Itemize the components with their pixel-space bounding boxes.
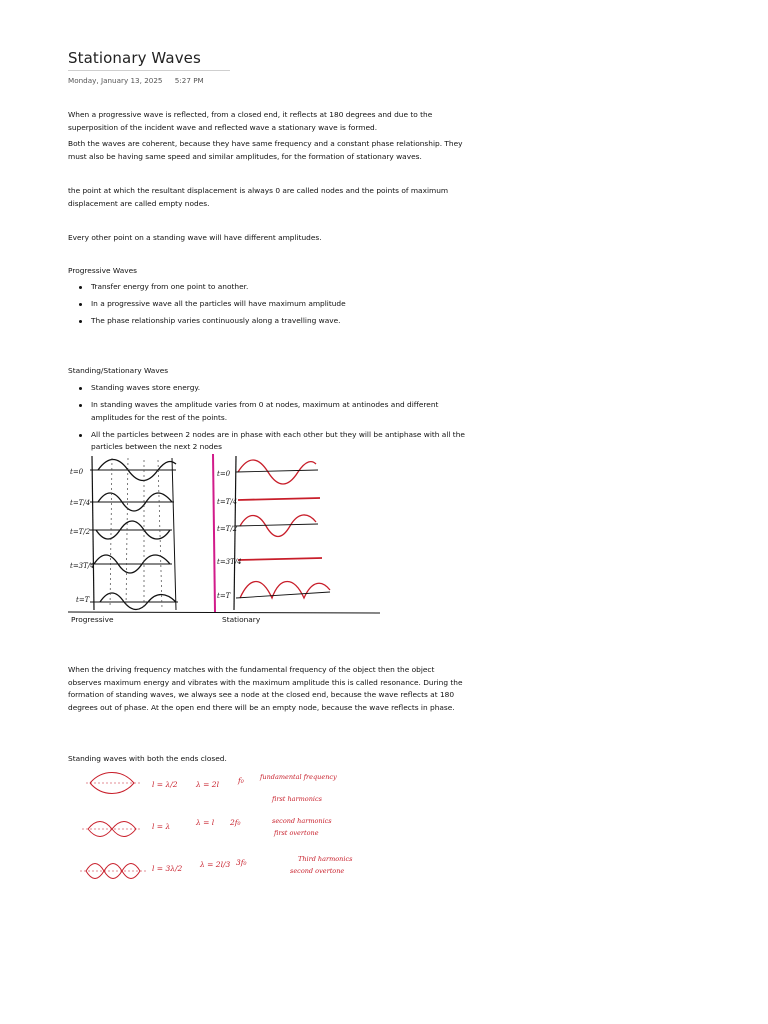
wave-sketch-figure <box>68 452 383 617</box>
wavelength-formula: λ = 2l <box>196 780 219 789</box>
page-title[interactable]: Stationary Waves <box>68 49 201 67</box>
list-item[interactable]: All the particles between 2 nodes are in phase with each other but they will be antiphase with all the particles between the next 2 nodes <box>68 429 473 454</box>
axis-line <box>236 470 318 472</box>
page-date: Monday, January 13, 2025 <box>68 76 163 85</box>
time-label: t=T <box>217 592 231 600</box>
stationary-wave-t4 <box>240 582 330 599</box>
harmonic-note: second harmonics <box>272 817 332 825</box>
list-item[interactable]: Standing waves store energy. <box>68 382 473 395</box>
harmonics-sketch <box>68 763 378 891</box>
length-formula: l = 3λ/2 <box>152 864 183 873</box>
length-formula: l = λ <box>152 822 171 831</box>
bullet-icon <box>79 387 82 390</box>
right-wall <box>172 458 176 610</box>
harmonic-note: first harmonics <box>272 795 322 803</box>
stationary-time-labels <box>217 470 242 600</box>
time-label: t=T/2 <box>217 525 238 533</box>
progressive-heading[interactable]: Progressive Waves <box>68 266 137 275</box>
time-label: t=3T/4 <box>70 562 95 570</box>
stationary-wall <box>234 456 236 610</box>
closed-ends-heading[interactable]: Standing waves with both the ends closed. <box>68 754 227 763</box>
time-label: t=T/4 <box>217 498 238 506</box>
figure-baseline <box>68 612 380 613</box>
progressive-list <box>68 281 473 332</box>
time-label: t=0 <box>217 470 231 478</box>
page-time: 5:27 PM <box>174 76 204 85</box>
harmonic-diagrams <box>80 773 146 879</box>
harmonic-note: first overtone <box>274 829 319 837</box>
time-label: t=T/4 <box>70 499 91 507</box>
stationary-list <box>68 382 473 458</box>
caption-stationary: Stationary <box>222 615 261 624</box>
length-formula: l = λ/2 <box>152 780 178 789</box>
intro-paragraph-1[interactable]: When a progressive wave is reflected, from a closed end, it reflects at 180 degrees and due to the superposition of the incident wave and reflected wave a stationary wave is formed. <box>68 110 433 132</box>
intro-paragraph-4[interactable]: Every other point on a standing wave will have different amplitudes. <box>68 233 322 242</box>
progressive-wave-t4 <box>100 593 176 610</box>
wavelength-formula: λ = 2l/3 <box>200 860 231 869</box>
bullet-icon <box>79 303 82 306</box>
time-label: t=T/2 <box>70 528 91 536</box>
harmonic-note: fundamental frequency <box>260 773 337 781</box>
stationary-flat-t3 <box>238 558 322 560</box>
harmonic-notes <box>152 773 353 875</box>
time-label: t=T <box>76 596 90 604</box>
intro-paragraph-3[interactable]: the point at which the resultant displacement is always 0 are called nodes and the points of maximum displacement are called empty nodes. <box>68 186 449 208</box>
pink-divider <box>213 454 215 612</box>
wavelength-formula: λ = l <box>196 818 215 827</box>
bullet-icon <box>79 434 82 437</box>
list-item[interactable]: In standing waves the amplitude varies from 0 at nodes, maximum at antinodes and different amplitudes for the rest of the points. <box>68 399 473 424</box>
time-label: t=3T/4 <box>217 558 242 566</box>
frequency-label: f₀ <box>238 776 244 785</box>
progressive-sketch <box>90 456 178 610</box>
time-label: t=0 <box>70 468 84 476</box>
harmonic-note: second overtone <box>290 867 345 875</box>
stationary-flat-t1 <box>238 498 320 500</box>
bullet-icon <box>79 286 82 289</box>
list-item[interactable]: The phase relationship varies continuously along a travelling wave. <box>68 315 473 328</box>
intro-paragraph-2[interactable]: Both the waves are coherent, because they have same frequency and a constant phase relationship. They must also be having same speed and similar amplitudes, for the formation of stationary waves. <box>68 139 463 161</box>
axis-line <box>236 524 318 526</box>
caption-progressive: Progressive <box>71 615 114 624</box>
left-wall <box>92 456 94 610</box>
bullet-icon <box>79 404 82 407</box>
frequency-label: 3f₀ <box>236 858 247 867</box>
progressive-time-labels <box>70 468 95 604</box>
list-item[interactable]: Transfer energy from one point to another. <box>68 281 473 294</box>
axis-line <box>236 592 330 598</box>
list-item[interactable]: In a progressive wave all the particles will have maximum amplitude <box>68 298 473 311</box>
harmonic-note: Third harmonics <box>298 855 353 863</box>
stationary-heading[interactable]: Standing/Stationary Waves <box>68 366 169 375</box>
page-timestamp <box>68 76 214 85</box>
bullet-icon <box>79 320 82 323</box>
title-underline <box>68 70 230 71</box>
resonance-paragraph[interactable]: When the driving frequency matches with the fundamental frequency of the object then the object observes maximum energy and vibrates with the maximum amplitude this is called resonance. During the formation of standing waves, we always see a node at the closed end, because the wave reflects at 180 degrees out of phase. At the open end there will be an empty node, because the wave reflects in phase. <box>68 665 463 712</box>
frequency-label: 2f₀ <box>230 818 241 827</box>
stationary-sketch <box>236 460 330 598</box>
